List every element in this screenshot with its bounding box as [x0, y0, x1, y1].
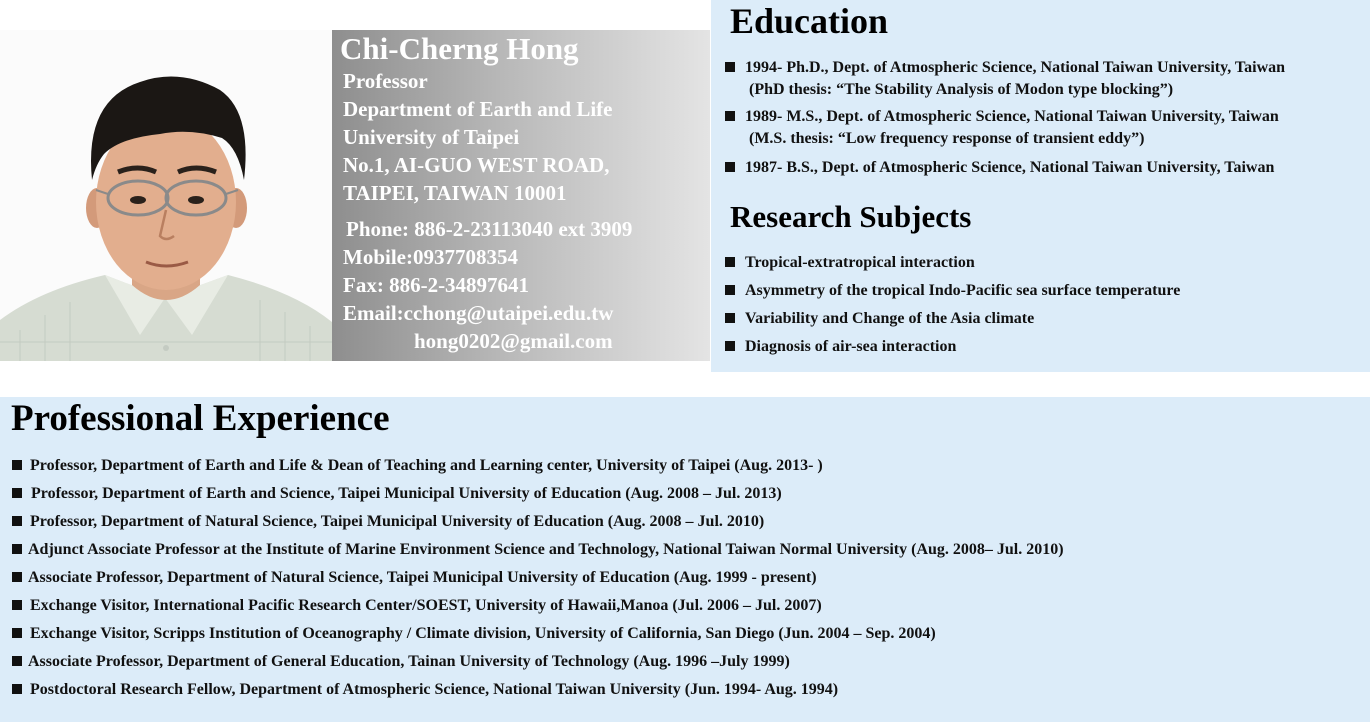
address-line-2: TAIPEI, TAIWAN 10001: [343, 181, 567, 205]
phone-number: Phone: 886-2-23113040 ext 3909: [346, 217, 633, 241]
profile-name: Chi-Cherng Hong: [340, 31, 579, 66]
research-text: Diagnosis of air-sea interaction: [745, 338, 957, 355]
square-bullet-icon: [725, 285, 735, 295]
experience-text: Exchange Visitor, International Pacific Research Center/SOEST, University of Hawaii,Manoa (Jul. 2006 – Jul. 2007): [30, 597, 822, 614]
experience-text: Professor, Department of Earth and Science, Taipei Municipal University of Education (Aug. 2008 – Jul. 2013): [31, 485, 782, 502]
research-text: Tropical-extratropical interaction: [745, 254, 975, 271]
experience-heading: Professional Experience: [11, 398, 390, 439]
research-item: [725, 252, 975, 274]
contact-card: [332, 30, 710, 361]
research-item: [725, 280, 1180, 302]
research-text: Variability and Change of the Asia climate: [745, 310, 1035, 327]
square-bullet-icon: [12, 460, 22, 470]
experience-item: [12, 455, 823, 477]
email-primary[interactable]: Email:cchong@utaipei.edu.tw: [343, 301, 614, 325]
square-bullet-icon: [725, 162, 735, 172]
square-bullet-icon: [725, 257, 735, 267]
experience-text: Adjunct Associate Professor at the Institute of Marine Environment Science and Technology, National Taiwan Normal University (Aug. 2008– Jul. 2010): [28, 541, 1064, 558]
square-bullet-icon: [725, 341, 735, 351]
square-bullet-icon: [12, 656, 22, 666]
experience-item: [12, 679, 838, 701]
education-item: [725, 57, 1285, 79]
square-bullet-icon: [12, 516, 22, 526]
education-note: (PhD thesis: “The Stability Analysis of Modon type blocking”): [749, 81, 1174, 98]
experience-text: Associate Professor, Department of Natural Science, Taipei Municipal University of Education (Aug. 1999 - present): [28, 569, 817, 586]
experience-text: Professor, Department of Earth and Life & Dean of Teaching and Learning center, University of Taipei (Aug. 2013- ): [30, 457, 823, 474]
education-item: [725, 106, 1279, 128]
education-text: 1994- Ph.D., Dept. of Atmospheric Science, National Taiwan University, Taiwan: [745, 59, 1286, 76]
square-bullet-icon: [12, 544, 22, 554]
square-bullet-icon: [725, 313, 735, 323]
experience-item: [12, 567, 817, 589]
portrait-illustration: [0, 30, 332, 361]
email-secondary[interactable]: hong0202@gmail.com: [414, 329, 613, 353]
square-bullet-icon: [12, 488, 22, 498]
research-item: [725, 308, 1034, 330]
experience-text: Postdoctoral Research Fellow, Department of Atmospheric Science, National Taiwan University (Jun. 1994- Aug. 1994): [30, 681, 839, 698]
research-text: Asymmetry of the tropical Indo-Pacific sea surface temperature: [745, 282, 1181, 299]
square-bullet-icon: [12, 600, 22, 610]
research-item: [725, 336, 956, 358]
education-item: [725, 157, 1274, 179]
mobile-number: Mobile:0937708354: [343, 245, 518, 269]
experience-item: [12, 539, 1064, 561]
square-bullet-icon: [12, 628, 22, 638]
education-text: 1987- B.S., Dept. of Atmospheric Science, National Taiwan University, Taiwan: [745, 159, 1275, 176]
fax-number: Fax: 886-2-34897641: [343, 273, 530, 297]
experience-item: [12, 511, 764, 533]
portrait-photo: [0, 30, 332, 361]
education-text: 1989- M.S., Dept. of Atmospheric Science, National Taiwan University, Taiwan: [745, 108, 1279, 125]
research-heading: Research Subjects: [730, 199, 972, 234]
experience-item: [12, 623, 936, 645]
experience-panel: [0, 397, 1370, 722]
experience-text: Exchange Visitor, Scripps Institution of Oceanography / Climate division, University of California, San Diego (Jun. 2004 – Sep. 2004): [30, 625, 936, 642]
address-line-1: No.1, AI-GUO WEST ROAD,: [343, 153, 610, 177]
experience-item: [12, 483, 782, 505]
profile-title: Professor: [343, 69, 428, 93]
education-heading: Education: [730, 1, 889, 41]
education-research-panel: [711, 0, 1370, 372]
experience-item: [12, 651, 790, 673]
education-note: (M.S. thesis: “Low frequency response of transient eddy”): [749, 130, 1145, 147]
square-bullet-icon: [725, 111, 735, 121]
experience-item: [12, 595, 822, 617]
profile-university: University of Taipei: [343, 125, 520, 149]
experience-text: Professor, Department of Natural Science, Taipei Municipal University of Education (Aug. 2008 – Jul. 2010): [30, 513, 765, 530]
square-bullet-icon: [12, 572, 22, 582]
square-bullet-icon: [725, 62, 735, 72]
experience-text: Associate Professor, Department of General Education, Tainan University of Technology (Aug. 1996 –July 1999): [28, 653, 790, 670]
profile-department: Department of Earth and Life: [343, 97, 613, 121]
square-bullet-icon: [12, 684, 22, 694]
